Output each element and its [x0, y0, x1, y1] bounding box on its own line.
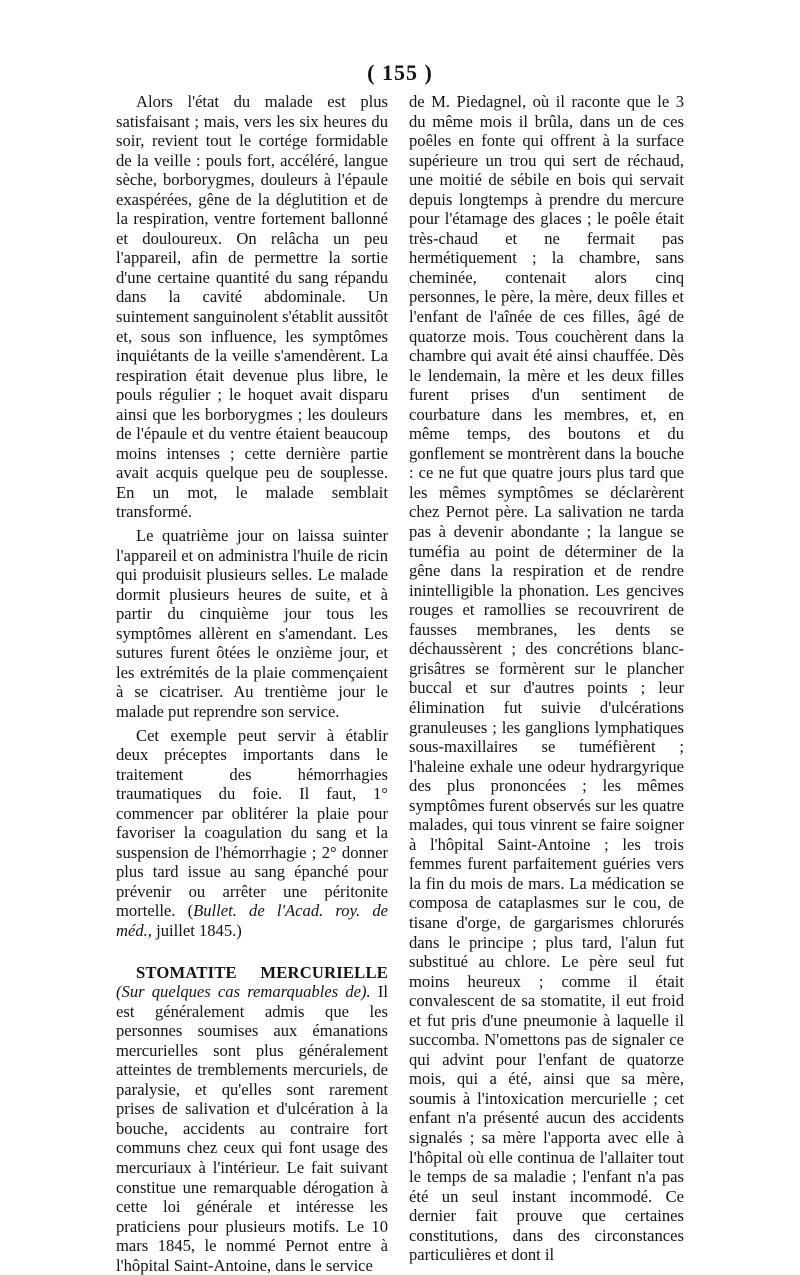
- paragraph-text: Cet exemple peut servir à établir deux préceptes importants dans le traitement des hémorrhagies traumatiques du foie. Il faut, 1° commencer par oblitérer la plaie pour favoriser la coagulation du sang et la suspension de l'hémorrhagie ; 2° donner plus tard issue au sang épanché pour prévenir ou arrêter une péritonite mortelle. (: [116, 725, 388, 921]
- paragraph: Le quatrième jour on laissa suinter l'appareil et on administra l'huile de ricin qui produisit plusieurs selles. Le malade dormit plusieurs heures de suite, et à partir du cinquième jour tous les symptômes allèrent en s'amendant. Les sutures furent ôtées le onzième jour, et les extrémités de la plaie commençaient à se cicatriser. Au trentième jour le malade put reprendre son service.: [116, 526, 388, 721]
- article-heading: STOMATITE MERCURIELLE: [136, 962, 388, 982]
- paragraph: [116, 963, 388, 1275]
- citation: Bullet. de l'Acad. roy. de méd.: [116, 901, 388, 940]
- paragraph-text: Il est généralement admis que les personnes soumises aux émanations mercurielles sont plus généralement atteintes de tremblements mercuriels, de paralysie, et qu'elles sont rarement prises de salivation et d'ulcération à la bouche, accidents au contraire fort communs chez ceux qui font usage des mercuriaux à l'intérieur. Le fait suivant constitue une remarquable dérogation à cette loi générale et intéresse les praticiens pour plusieurs motifs. Le 10 mars 1845, le nommé Pernot entre à l'hôpital Saint-Antoine, dans le service: [116, 982, 389, 1275]
- paragraph: Alors l'état du malade est plus satisfaisant ; mais, vers les six heures du soir, revient tout le cortége formidable de la veille : pouls fort, accéléré, langue sèche, borborygmes, douleurs à l'épaule exaspérées, gêne de la déglutition et de la respiration, ventre fortement ballonné et douloureux. On relâcha un peu l'appareil, afin de permettre la sortie d'une certaine quantité du sang répandu dans la cavité abdominale. Un suintement sanguinolent s'établit aussitôt et, sous son influence, les symptômes inquiétants de la veille s'amendèrent. La respiration était devenue plus libre, le pouls régulier ; le hoquet avait disparu ainsi que les borborygmes ; les douleurs de l'épaule et du ventre étaient beaucoup moins intenses ; cette dernière partie avait acquis quelque peu de souplesse. En un mot, le malade semblait transformé.: [116, 92, 388, 522]
- right-column: [409, 92, 684, 1265]
- citation-date: , juillet 1845.): [147, 920, 242, 940]
- paragraph: de M. Piedagnel, où il raconte que le 3 du même mois il brûla, dans un de ces poêles en fonte qui offrent à la surface supérieure un trou qui sert de réchaud, une moitié de sébile en bois qui servait depuis longtemps à prendre du mercure pour l'étamage des glaces ; le poêle était très-chaud et ne fermait pas hermétiquement ; la chambre, sans cheminée, contenait alors cinq personnes, le père, la mère, deux filles et l'enfant de l'aînée de ces filles, âgé de quatorze mois. Tous couchèrent dans la chambre qui avait été ainsi chauffée. Dès le lendemain, la mère et les deux filles furent prises d'un sentiment de courbature dans les membres, et, en même temps, des boutons et du gonflement se montrèrent dans la bouche : ce ne fut que quatre jours plus tard que les mêmes symptômes se déclarèrent chez Pernot père. La salivation ne tarda pas à devenir abondante ; la langue se tuméfia au point de déterminer de la gêne dans la respiration et de rendre inintelligible la phonation. Les gencives rouges et ramollies se recouvrirent de fausses membranes, les dents se déchaussèrent ; des concrétions blanc-grisâtres se formèrent sur le plancher buccal et sur d'autres points ; leur élimination fut suivie d'ulcérations granuleuses ; les ganglions lymphatiques sous-maxillaires se tuméfièrent ; l'haleine exhale une odeur hydrargyrique des plus prononcées ; les mêmes symptômes furent observés sur les quatre malades, qui tous vinrent se faire soigner à l'hôpital Saint-Antoine ; les trois femmes furent parfaitement guéries vers la fin du mois de mars. La médication se composa de cataplasmes sur le cou, de tisane d'orge, de gargarismes chlorurés dans le principe ; plus tard, l'alun fut substitué au chlore. Le père seul fut moins heureux ; comme il était convalescent de sa stomatite, il eut froid et fut pris d'une pneumonie à laquelle il succomba. N'omettons pas de signaler ce qui advint pour l'enfant de quatorze mois, qui a été, ainsi que sa mère, soumis à l'intoxication mercurielle ; cet enfant n'a présenté aucun des accidents signalés ; sa mère l'apporta avec elle à l'hôpital où elle continua de l'allaiter tout le temps de sa maladie ; l'enfant n'a pas été un seul instant incommodé. Ce dernier fait prouve que certaines constitutions, dans des circonstances particulières et dont il: [409, 92, 684, 1265]
- page-number: ( 155 ): [367, 60, 433, 85]
- article-subtitle: (Sur quelques cas remarquables de).: [116, 982, 371, 1002]
- left-column: [116, 92, 388, 1275]
- paragraph: [116, 726, 388, 941]
